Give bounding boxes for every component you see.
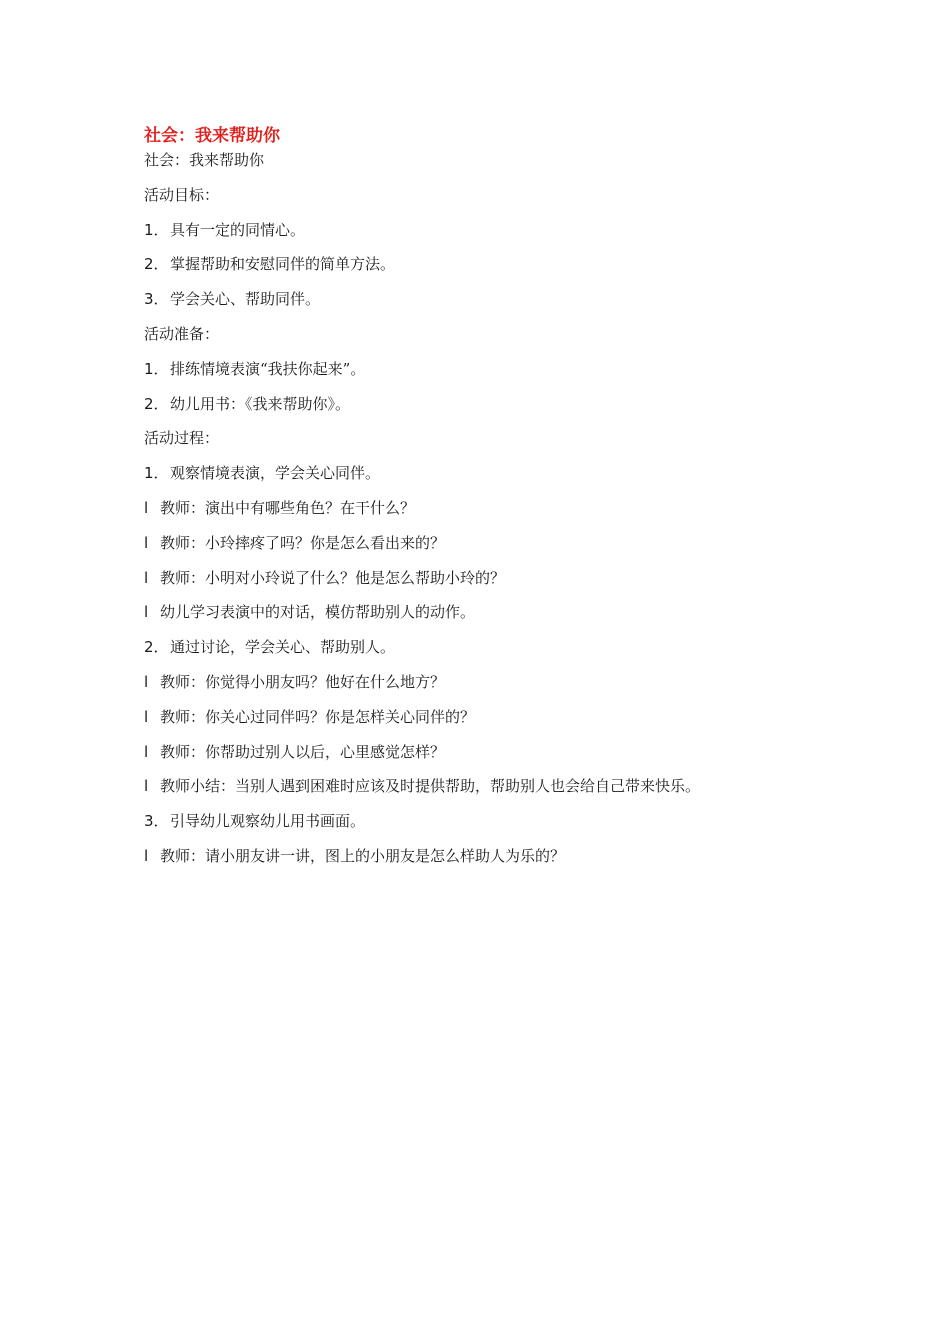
numbered-item (144, 288, 804, 310)
line-text: 活动准备： (144, 324, 220, 343)
bullet-item (144, 601, 804, 623)
numbered-item (144, 636, 804, 658)
line-text: 幼儿学习表演中的对话，模仿帮助别人的动作。 (160, 603, 476, 622)
document-page (144, 124, 804, 880)
line-text: 活动目标： (144, 185, 220, 204)
bullet-marker: l (144, 777, 149, 796)
bullet-item (144, 741, 804, 763)
line-text: 观察情境表演，学会关心同伴。 (170, 464, 381, 483)
bullet-item (144, 532, 804, 554)
line-text: 引导幼儿观察幼儿用书画面。 (170, 812, 366, 831)
line-text: 教师：演出中有哪些角色？在干什么？ (160, 498, 416, 517)
bullet-marker: l (144, 707, 149, 726)
numbered-item (144, 810, 804, 832)
line-text: 教师：你觉得小朋友吗？他好在什么地方？ (160, 672, 446, 691)
item-number: 2． (144, 394, 169, 413)
line-text: 掌握帮助和安慰同伴的简单方法。 (170, 255, 396, 274)
line-text: 幼儿用书：《我来帮助你》。 (170, 394, 351, 413)
item-number: 3． (144, 290, 169, 309)
bullet-item (144, 671, 804, 693)
bullet-marker: l (144, 672, 149, 691)
line-text: 通过讨论，学会关心、帮助别人。 (170, 638, 396, 657)
section-heading-preparation (144, 323, 804, 345)
bullet-marker: l (144, 846, 149, 865)
numbered-item (144, 253, 804, 275)
line-text: 教师：请小朋友讲一讲，图上的小朋友是怎么样助人为乐的？ (160, 846, 566, 865)
item-number: 2． (144, 255, 169, 274)
line-text: 教师小结：当别人遇到困难时应该及时提供帮助，帮助别人也会给自己带来快乐。 (160, 777, 701, 796)
bullet-marker: l (144, 742, 149, 761)
line-text: 排练情境表演“我扶你起来”。 (170, 359, 366, 378)
document-title: 社会：我来帮助你 (144, 126, 280, 146)
bullet-marker: l (144, 603, 149, 622)
bullet-item (144, 567, 804, 589)
line-text: 教师：你关心过同伴吗？你是怎样关心同伴的？ (160, 707, 476, 726)
item-number: 1． (144, 464, 169, 483)
bullet-item (144, 775, 804, 797)
bullet-marker: l (144, 568, 149, 587)
numbered-item (144, 358, 804, 380)
line-text: 学会关心、帮助同伴。 (170, 290, 321, 309)
bullet-marker: l (144, 498, 149, 517)
line-text: 具有一定的同情心。 (170, 220, 306, 239)
document-body (144, 149, 804, 867)
line-text: 教师：小玲摔疼了吗？你是怎么看出来的？ (160, 533, 446, 552)
section-heading-goals (144, 184, 804, 206)
subtitle-line (144, 149, 804, 171)
bullet-item (144, 497, 804, 519)
bullet-item (144, 845, 804, 867)
item-number: 1． (144, 220, 169, 239)
numbered-item (144, 462, 804, 484)
item-number: 1． (144, 359, 169, 378)
numbered-item (144, 393, 804, 415)
line-text: 教师：小明对小玲说了什么？他是怎么帮助小玲的？ (160, 568, 506, 587)
numbered-item (144, 219, 804, 241)
item-number: 3． (144, 812, 169, 831)
bullet-marker: l (144, 533, 149, 552)
item-number: 2． (144, 638, 169, 657)
line-text: 活动过程： (144, 429, 220, 448)
section-heading-process (144, 427, 804, 449)
bullet-item (144, 706, 804, 728)
line-text: 社会：我来帮助你 (144, 151, 265, 169)
line-text: 教师：你帮助过别人以后，心里感觉怎样？ (160, 742, 446, 761)
